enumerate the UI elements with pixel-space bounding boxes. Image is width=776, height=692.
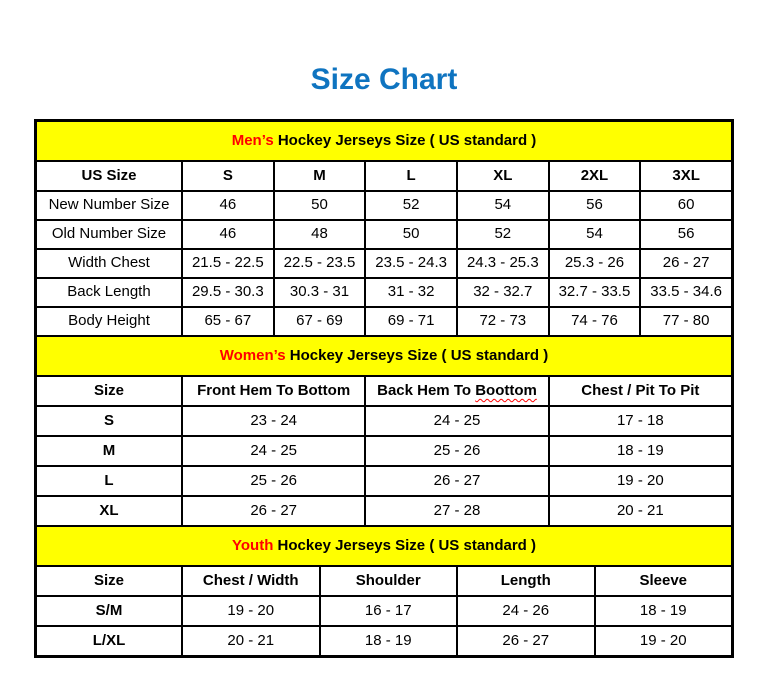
youth-size-table bbox=[35, 525, 733, 657]
mens-value-cell: 22.5 - 23.5 bbox=[274, 249, 366, 278]
womens-row-label: L bbox=[36, 466, 182, 496]
womens-header-row bbox=[36, 376, 732, 406]
youth-value-cell: 16 - 17 bbox=[320, 596, 458, 626]
womens-value-cell: 25 - 26 bbox=[182, 466, 365, 496]
mens-value-cell: 50 bbox=[365, 220, 457, 249]
womens-value-cell: 23 - 24 bbox=[182, 406, 365, 436]
womens-column-header: Size bbox=[36, 376, 182, 406]
womens-value-cell: 27 - 28 bbox=[365, 496, 548, 526]
mens-row-label: Body Height bbox=[36, 307, 182, 336]
mens-value-cell: 54 bbox=[457, 191, 549, 220]
youth-banner-highlight: Youth bbox=[232, 536, 274, 554]
mens-row-label: New Number Size bbox=[36, 191, 182, 220]
mens-value-cell: 30.3 - 31 bbox=[274, 278, 366, 307]
mens-value-cell: 50 bbox=[274, 191, 366, 220]
page-title: Size Chart bbox=[310, 63, 458, 96]
womens-size-table bbox=[35, 335, 733, 527]
womens-value-cell: 18 - 19 bbox=[549, 436, 732, 466]
mens-data-row bbox=[36, 278, 732, 307]
youth-value-cell: 18 - 19 bbox=[320, 626, 458, 656]
mens-value-cell: 52 bbox=[365, 191, 457, 220]
youth-row-label: S/M bbox=[36, 596, 182, 626]
mens-value-cell: 23.5 - 24.3 bbox=[365, 249, 457, 278]
youth-column-header: Sleeve bbox=[595, 566, 733, 596]
mens-data-row bbox=[36, 307, 732, 336]
womens-data-row bbox=[36, 436, 732, 466]
womens-value-cell: 20 - 21 bbox=[549, 496, 732, 526]
mens-value-cell: 48 bbox=[274, 220, 366, 249]
womens-value-cell: 25 - 26 bbox=[365, 436, 548, 466]
mens-value-cell: 67 - 69 bbox=[274, 307, 366, 336]
mens-value-cell: 32 - 32.7 bbox=[457, 278, 549, 307]
mens-value-cell: 32.7 - 33.5 bbox=[549, 278, 641, 307]
mens-column-header: 2XL bbox=[549, 161, 641, 191]
youth-banner: Youth Hockey Jerseys Size ( US standard ) bbox=[36, 526, 732, 566]
mens-header-row bbox=[36, 161, 732, 191]
womens-banner: Women’s Hockey Jerseys Size ( US standard ) bbox=[36, 336, 732, 376]
womens-data-row bbox=[36, 496, 732, 526]
mens-row-label: Old Number Size bbox=[36, 220, 182, 249]
misspelled-word: Boottom bbox=[475, 381, 537, 399]
womens-column-header: Front Hem To Bottom bbox=[182, 376, 365, 406]
mens-value-cell: 56 bbox=[640, 220, 732, 249]
womens-data-row bbox=[36, 406, 732, 436]
youth-banner-row bbox=[36, 526, 732, 566]
youth-value-cell: 24 - 26 bbox=[457, 596, 595, 626]
womens-value-cell: 24 - 25 bbox=[182, 436, 365, 466]
youth-value-cell: 20 - 21 bbox=[182, 626, 320, 656]
mens-banner: Men’s Hockey Jerseys Size ( US standard ) bbox=[36, 121, 732, 161]
youth-row-label: L/XL bbox=[36, 626, 182, 656]
size-chart-table bbox=[34, 119, 734, 658]
mens-data-row bbox=[36, 249, 732, 278]
mens-value-cell: 54 bbox=[549, 220, 641, 249]
mens-data-row bbox=[36, 191, 732, 220]
mens-value-cell: 60 bbox=[640, 191, 732, 220]
youth-value-cell: 19 - 20 bbox=[182, 596, 320, 626]
mens-value-cell: 69 - 71 bbox=[365, 307, 457, 336]
youth-column-header: Shoulder bbox=[320, 566, 458, 596]
youth-value-cell: 18 - 19 bbox=[595, 596, 733, 626]
youth-column-header: Size bbox=[36, 566, 182, 596]
mens-value-cell: 56 bbox=[549, 191, 641, 220]
womens-value-cell: 17 - 18 bbox=[549, 406, 732, 436]
womens-column-header: Back Hem To Boottom bbox=[365, 376, 548, 406]
mens-value-cell: 65 - 67 bbox=[182, 307, 274, 336]
womens-value-cell: 26 - 27 bbox=[182, 496, 365, 526]
mens-value-cell: 46 bbox=[182, 220, 274, 249]
womens-banner-row bbox=[36, 336, 732, 376]
mens-size-table bbox=[35, 120, 733, 337]
mens-value-cell: 29.5 - 30.3 bbox=[182, 278, 274, 307]
mens-value-cell: 77 - 80 bbox=[640, 307, 732, 336]
mens-value-cell: 24.3 - 25.3 bbox=[457, 249, 549, 278]
youth-data-row bbox=[36, 626, 732, 656]
mens-column-header: XL bbox=[457, 161, 549, 191]
mens-value-cell: 26 - 27 bbox=[640, 249, 732, 278]
womens-value-cell: 26 - 27 bbox=[365, 466, 548, 496]
youth-value-cell: 26 - 27 bbox=[457, 626, 595, 656]
mens-value-cell: 33.5 - 34.6 bbox=[640, 278, 732, 307]
mens-value-cell: 74 - 76 bbox=[549, 307, 641, 336]
mens-column-header: 3XL bbox=[640, 161, 732, 191]
mens-value-cell: 25.3 - 26 bbox=[549, 249, 641, 278]
mens-row-label: Back Length bbox=[36, 278, 182, 307]
youth-column-header: Chest / Width bbox=[182, 566, 320, 596]
mens-banner-row bbox=[36, 121, 732, 161]
womens-value-cell: 24 - 25 bbox=[365, 406, 548, 436]
mens-value-cell: 72 - 73 bbox=[457, 307, 549, 336]
mens-column-header: L bbox=[365, 161, 457, 191]
youth-column-header: Length bbox=[457, 566, 595, 596]
mens-row-label: Width Chest bbox=[36, 249, 182, 278]
mens-value-cell: 31 - 32 bbox=[365, 278, 457, 307]
mens-banner-highlight: Men’s bbox=[231, 131, 274, 149]
womens-row-label: M bbox=[36, 436, 182, 466]
womens-data-row bbox=[36, 466, 732, 496]
mens-value-cell: 21.5 - 22.5 bbox=[182, 249, 274, 278]
womens-row-label: S bbox=[36, 406, 182, 436]
youth-header-row bbox=[36, 566, 732, 596]
mens-column-header: M bbox=[274, 161, 366, 191]
mens-data-row bbox=[36, 220, 732, 249]
mens-column-header: US Size bbox=[36, 161, 182, 191]
womens-banner-highlight: Women’s bbox=[219, 346, 286, 364]
womens-row-label: XL bbox=[36, 496, 182, 526]
youth-value-cell: 19 - 20 bbox=[595, 626, 733, 656]
womens-value-cell: 19 - 20 bbox=[549, 466, 732, 496]
mens-value-cell: 46 bbox=[182, 191, 274, 220]
mens-column-header: S bbox=[182, 161, 274, 191]
mens-value-cell: 52 bbox=[457, 220, 549, 249]
womens-column-header: Chest / Pit To Pit bbox=[549, 376, 732, 406]
youth-data-row bbox=[36, 596, 732, 626]
